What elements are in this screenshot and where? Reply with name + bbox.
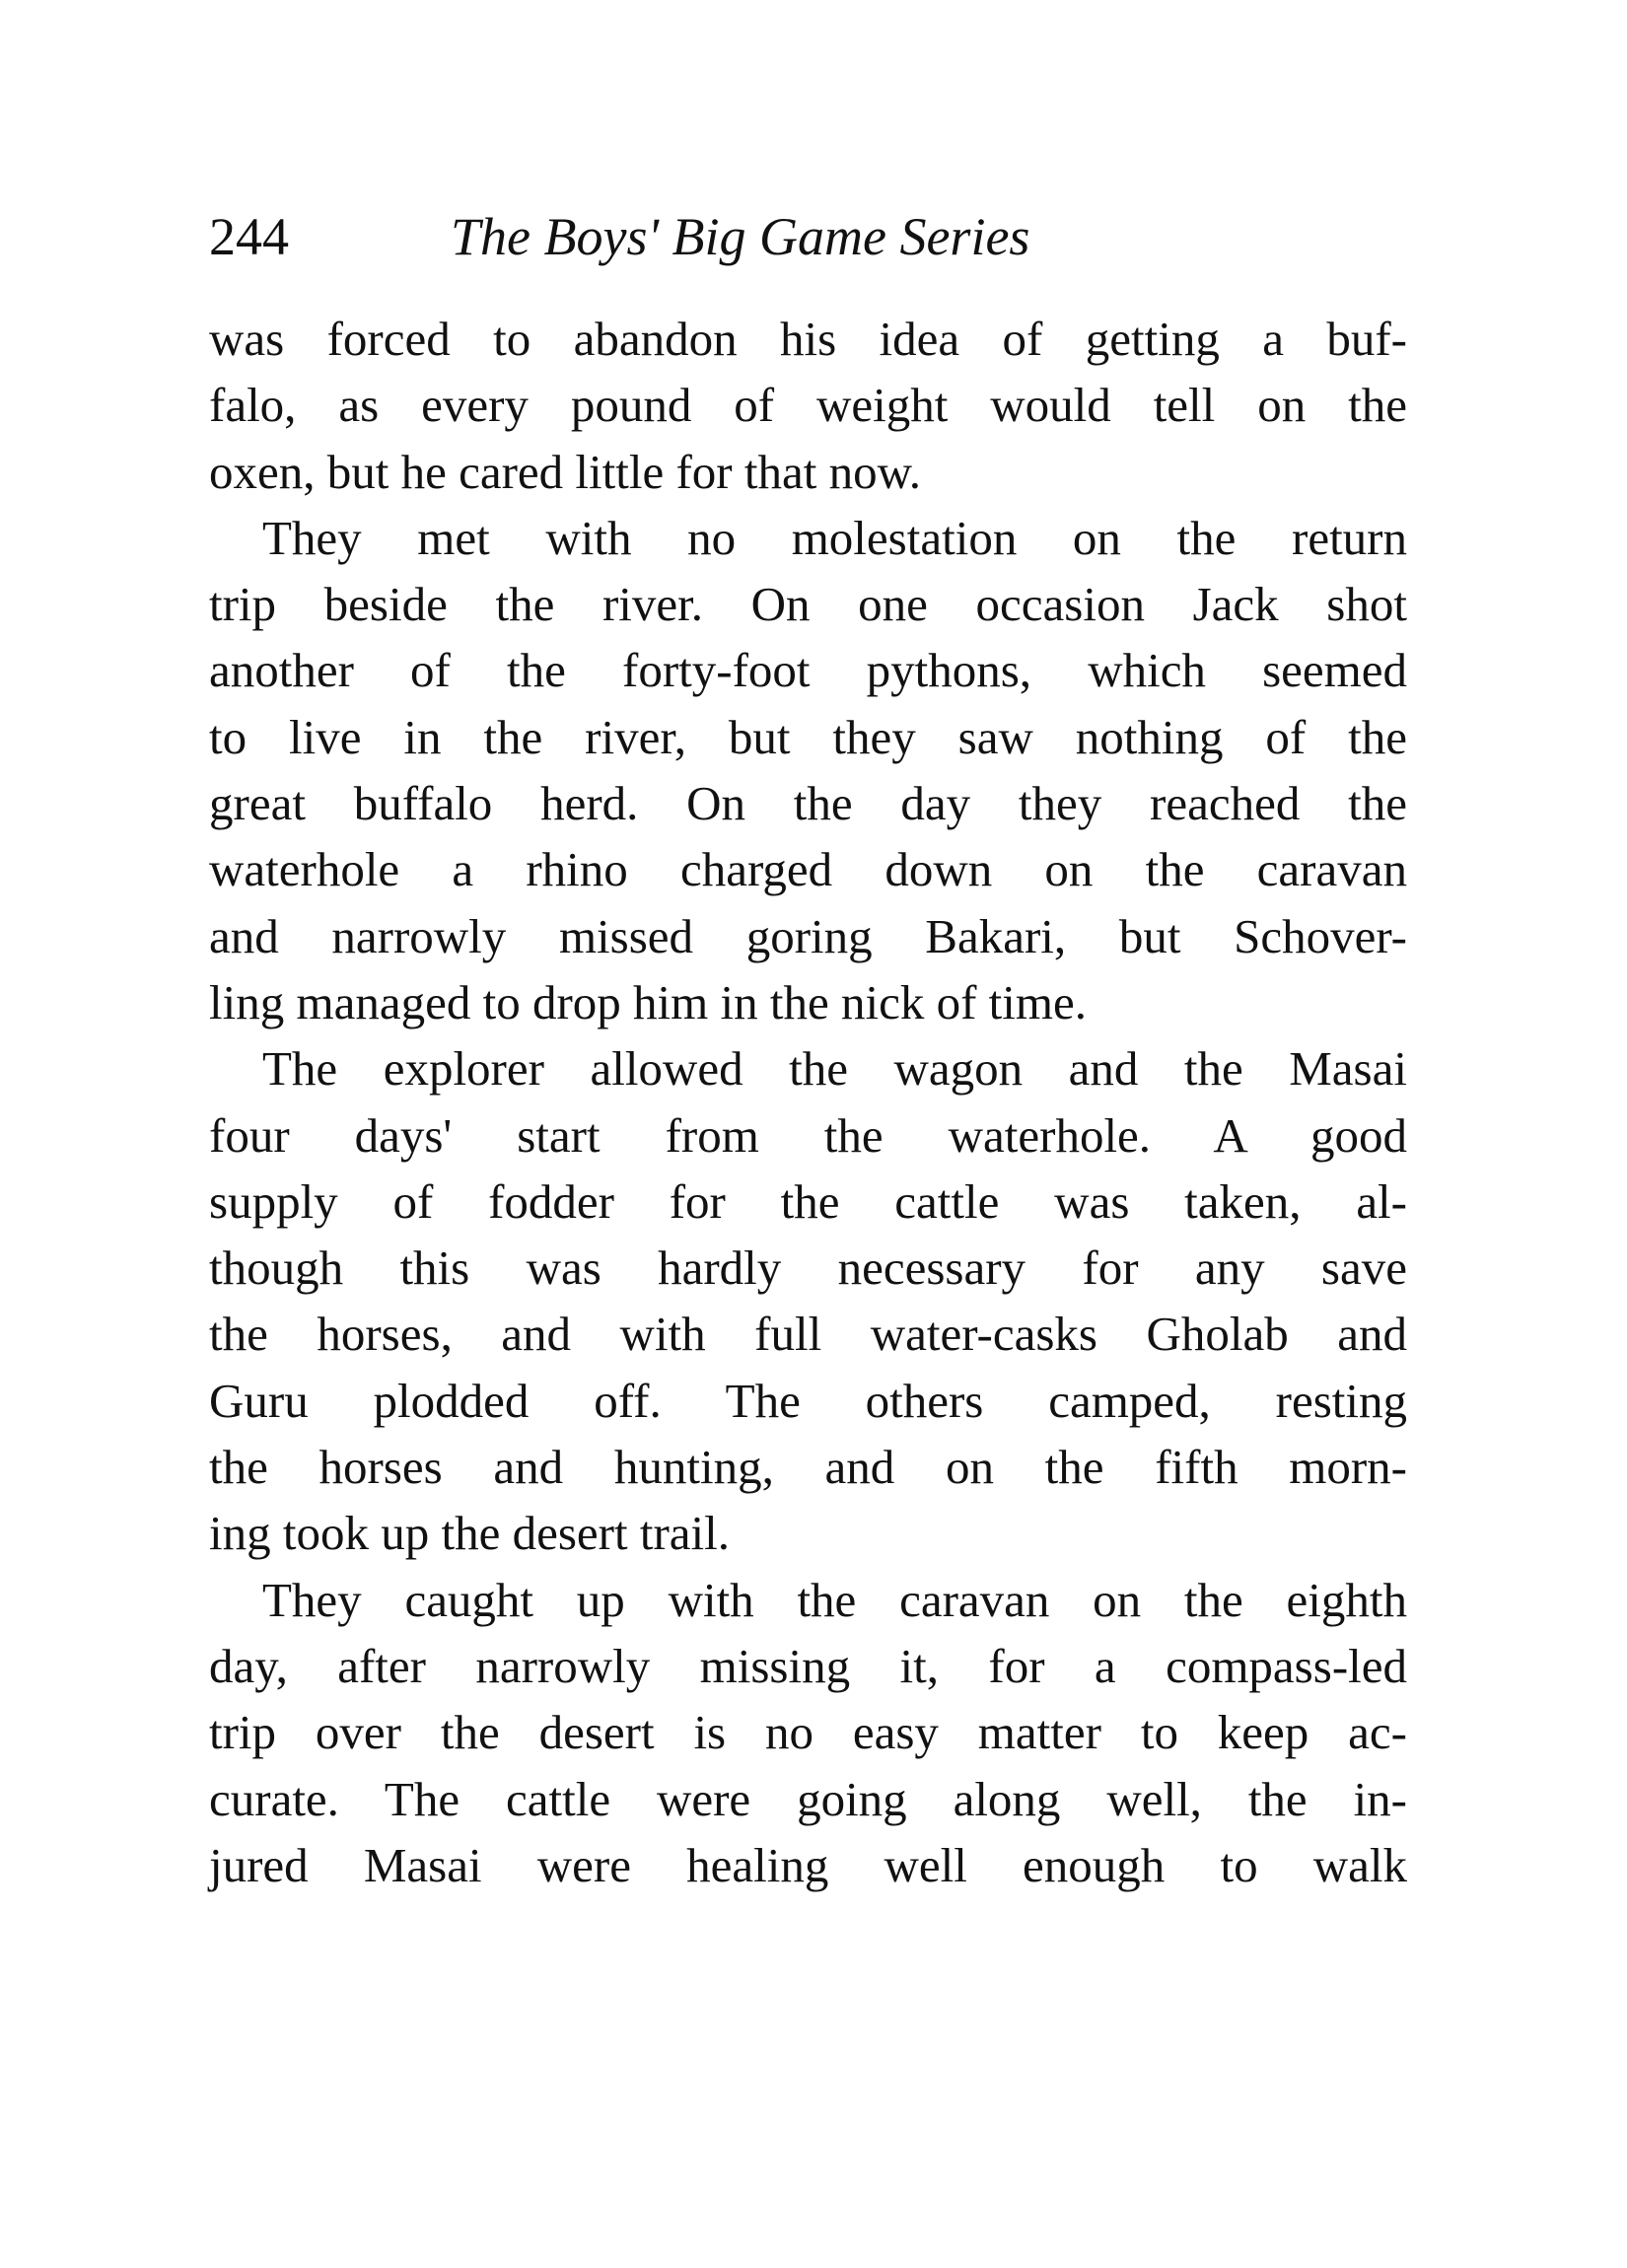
- text-line: the horses, and with full water-casks Gholab and: [209, 1307, 1407, 1362]
- text-line: was forced to abandon his idea of getting a buf-: [209, 312, 1407, 366]
- text-line: and narrowly missed goring Bakari, but Schover-: [209, 908, 1407, 963]
- text-line: ling managed to drop him in the nick of time.: [209, 974, 1087, 1029]
- text-line: day, after narrowly missing it, for a compass-led: [209, 1638, 1407, 1693]
- text-line: to live in the river, but they saw nothing of the: [209, 709, 1407, 764]
- text-line: They met with no molestation on the return: [262, 510, 1407, 565]
- paragraph-2: [209, 505, 1407, 1035]
- text-line: another of the forty-foot pythons, which seemed: [209, 643, 1407, 698]
- running-head: [209, 197, 1392, 276]
- text-line: trip beside the river. On one occasion Jack shot: [209, 577, 1407, 632]
- text-line: curate. The cattle were going along well, the in-: [209, 1771, 1407, 1826]
- text-line: jured Masai were healing well enough to walk: [209, 1837, 1407, 1892]
- text-line: the horses and hunting, and on the fifth morn-: [209, 1440, 1407, 1495]
- text-line: waterhole a rhino charged down on the caravan: [209, 842, 1407, 897]
- paragraph-4: [209, 1567, 1407, 1898]
- text-line: though this was hardly necessary for any save: [209, 1240, 1407, 1296]
- text-line: They caught up with the caravan on the eighth: [262, 1572, 1407, 1627]
- text-line: supply of fodder for the cattle was taken, al-: [209, 1173, 1407, 1229]
- text-line: great buffalo herd. On the day they reached the: [209, 776, 1407, 831]
- text-line: falo, as every pound of weight would tell on the: [209, 378, 1407, 433]
- paragraph-1: [209, 306, 1407, 505]
- running-title: The Boys' Big Game Series: [451, 207, 1030, 266]
- page-number: 244: [209, 207, 289, 266]
- text-line: trip over the desert is no easy matter to keep ac-: [209, 1705, 1407, 1760]
- text-line: The explorer allowed the wagon and the Masai: [262, 1041, 1407, 1097]
- text-line: four days' start from the waterhole. A good: [209, 1107, 1407, 1163]
- text-line: Guru plodded off. The others camped, resting: [209, 1373, 1407, 1428]
- paragraph-3: [209, 1035, 1407, 1566]
- text-line: oxen, but he cared little for that now.: [209, 444, 922, 499]
- body-text: [209, 306, 1407, 1898]
- text-line: ing took up the desert trail.: [209, 1506, 730, 1561]
